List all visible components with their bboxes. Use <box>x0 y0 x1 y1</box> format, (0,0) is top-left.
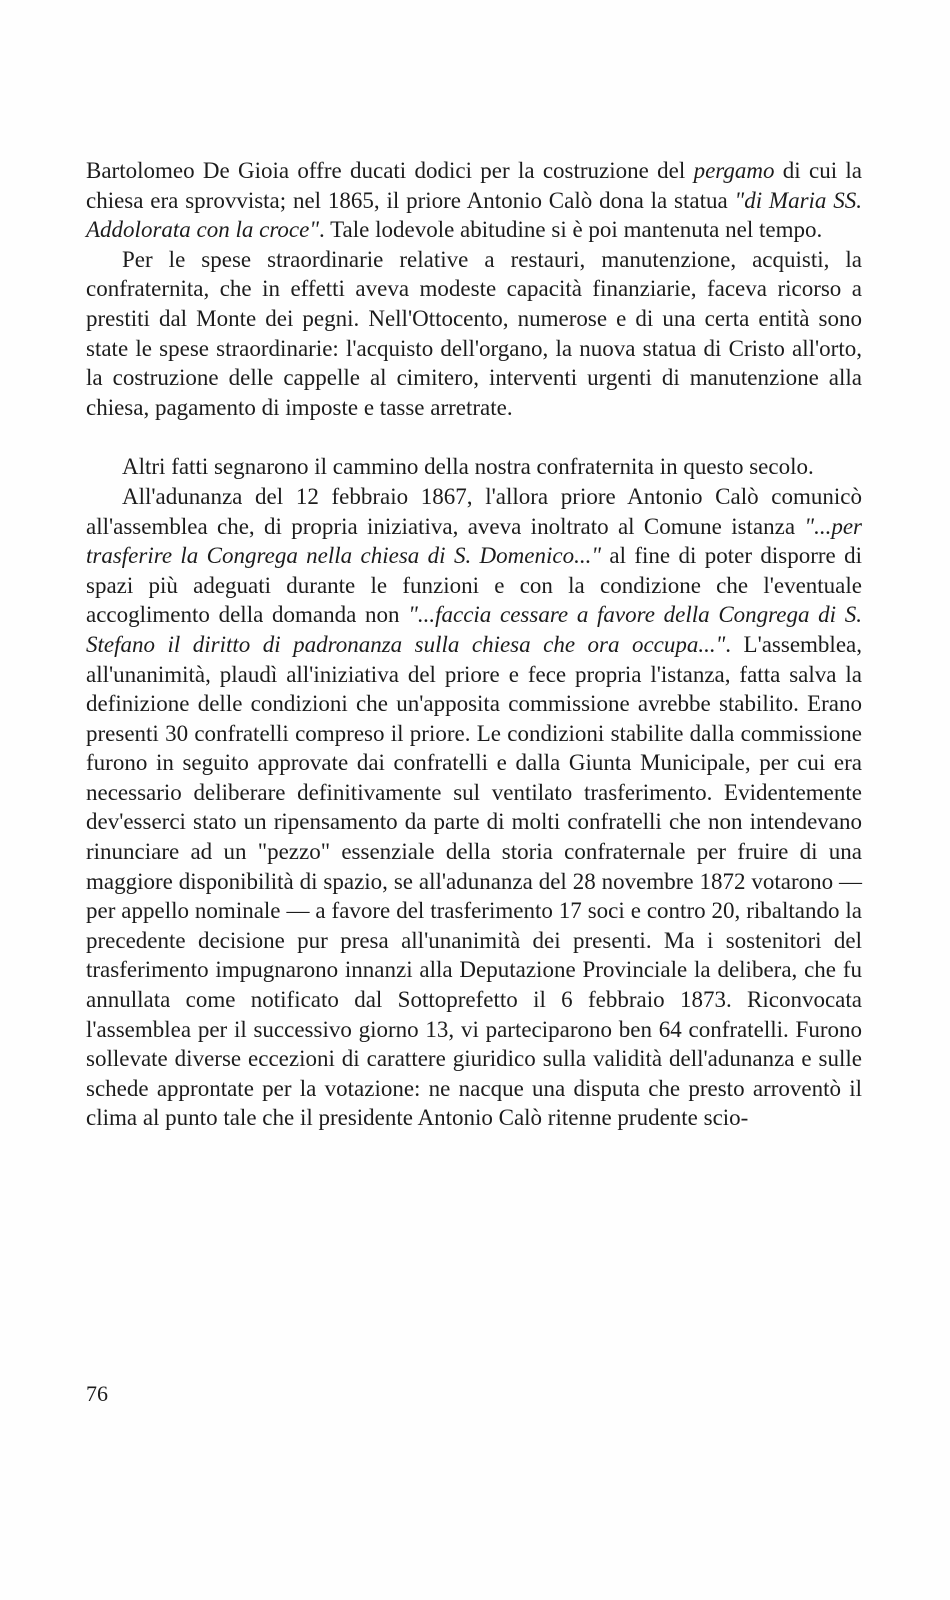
italic-quote: "di Maria SS. Addolorata con la croce" <box>86 187 862 243</box>
text-run: Per le spese straordinarie relative a restauri, manutenzione, acquisti, la confraternita, che in effetti aveva modeste capacità finanziarie, faceva ricorso a prestiti dal Monte dei pegni. Nell'Ottocento, numerose e di una certa entità sono state le spese straordinarie: l'acquisto dell'organo, la nuova statua di Cristo all'orto, la costruzione delle cappelle al cimitero, interventi urgenti di manutenzione alla chiesa, pagamento di imposte e tasse arretrate. <box>86 246 862 420</box>
text-run: . L'assemblea, all'unanimità, plaudì all'iniziativa del priore e fece propria l'istanza, fatta salva la definizione delle condizioni che un'apposita commissione avrebbe stabilito. Erano presenti 30 confratelli compreso il priore. Le condizioni stabilite dalla commissione furono in seguito approvate dai confratelli e dalla Giunta Municipale, per cui era necessario deliberare definitivamente sul ventilato trasferimento. Evidentemente dev'esserci stato un ripensamento da parte di molti confratelli che non intendevano rinunciare ad un "pezzo" essenziale della storia confraternale per fruire di una maggiore disponibilità di spazio, se all'adunanza del 28 novembre 1872 votarono — per appello nominale — a favore del trasferimento 17 soci e contro 20, ribaltando la precedente decisione pur presa all'unanimità dei presenti. Ma i sostenitori del trasferimento impugnarono innanzi alla Deputazione Provinciale la delibera, che fu annullata come notificato dal Sottoprefetto il 6 febbraio 1873. Riconvocata l'assemblea per il successivo giorno 13, vi parteciparono ben 64 confratelli. Furono sollevate diverse eccezioni di carattere giuridico sulla validità dell'adunanza e sulle schede approntate per la votazione: ne nacque una disputa che presto arroventò il clima al punto tale che il presidente Antonio Calò ritenne prudente scio- <box>86 631 862 1131</box>
italic-quote: "...faccia cessare a favore della Congrega di S. Stefano il diritto di padronanza sulla chiesa che ora occupa..." <box>86 602 862 657</box>
text-run: Altri fatti segnarono il cammino della nostra confraternita in questo secolo. <box>122 454 814 480</box>
italic-quote: "...per trasferire la Congrega nella chiesa di S. Domenico..." <box>86 513 862 569</box>
paragraph-4 <box>86 482 862 1133</box>
paragraph-1 <box>86 156 862 245</box>
body-text <box>86 156 862 1133</box>
text-run: al fine di poter disporre di spazi più adeguati durante le funzioni e con la condizione che l'eventuale accoglimento della domanda non <box>86 543 862 628</box>
text-run: All'adunanza del 12 febbraio 1867, l'allora priore Antonio Calò comunicò all'assemblea che, di propria iniziativa, aveva inoltrato al Comune istanza <box>86 483 862 539</box>
page-number: 76 <box>86 1381 108 1406</box>
text-run: . Tale lodevole abitudine si è poi mantenuta nel tempo. <box>319 217 823 243</box>
paragraph-2 <box>86 245 862 423</box>
text-run: Bartolomeo De Gioia offre ducati dodici per la costruzione del <box>86 158 694 183</box>
italic-quote: pergamo <box>693 158 775 183</box>
text-run: di cui la chiesa era sprovvista; nel 1865, il priore Antonio Calò dona la statua <box>86 158 862 213</box>
paragraph-3 <box>86 452 862 482</box>
